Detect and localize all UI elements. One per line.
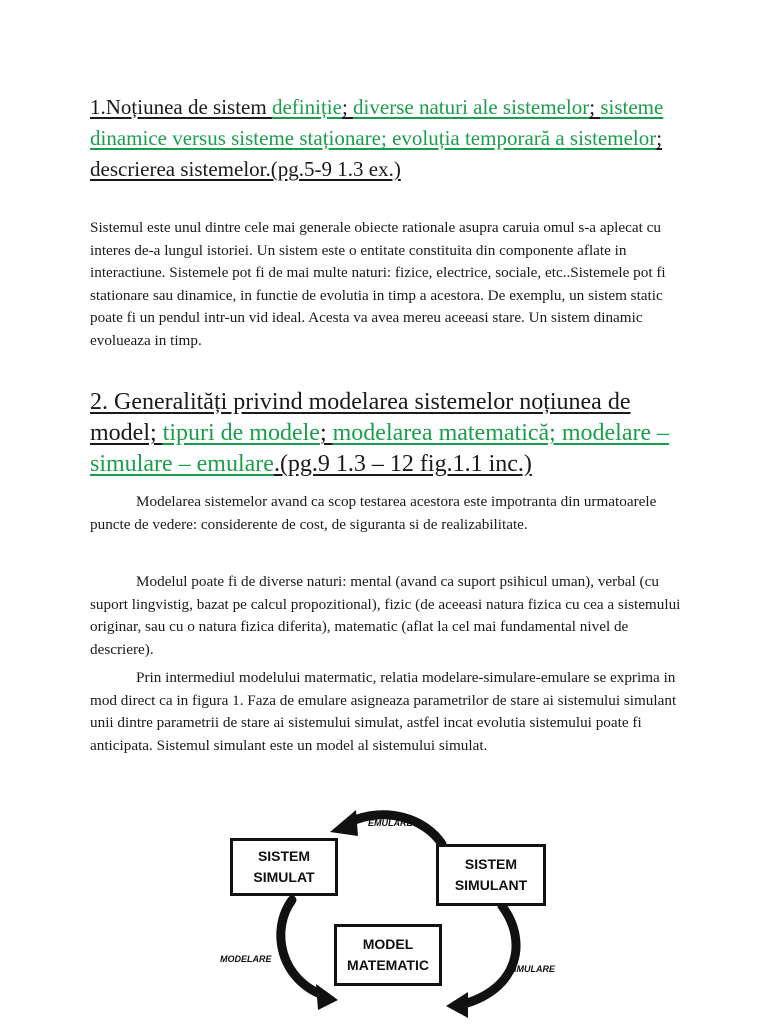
- section-1-heading: [90, 92, 690, 185]
- label-simulare: SIMULARE: [508, 964, 555, 974]
- heading-link-definitie[interactable]: definiție: [271, 95, 342, 119]
- diagram-arrows: [210, 800, 560, 1024]
- heading-segment: 1.Noțiunea de sistem: [90, 95, 272, 119]
- box-model-line1: MODEL: [362, 936, 414, 952]
- box-simulat-line1: SISTEM: [257, 848, 311, 864]
- box-sistem-simulat: [230, 838, 338, 896]
- heading-segment: ;: [589, 95, 601, 119]
- section-2-paragraph-1: Modelarea sistemelor avand ca scop testarea acestora este impotranta din urmatoarele puncte de vedere: considerente de cost, de siguranta si de realizabilitate.: [90, 493, 657, 533]
- section-2-paragraph-2: Modelul poate fi de diverse naturi: mental (avand ca suport psihicul uman), verbal (cu suport lingvistig, bazat pe calcul propozitional), fizic (de aceeasi natura fizica cu cea a sistemului originar, sau cu o natura fizica diferita), matematic (aflat la cel mai fundamental nivel de descriere).: [90, 573, 681, 658]
- modelare-arrow: [281, 900, 325, 996]
- label-emulare: EMULARE: [368, 818, 413, 828]
- heading-link-modelarea[interactable]: modelarea matematică; modelare – simulare – emulare: [90, 420, 670, 477]
- heading-link-tipuri[interactable]: tipuri de modele: [162, 420, 320, 446]
- label-modelare: MODELARE: [220, 954, 272, 964]
- modelare-simulare-emulare-diagram: [210, 800, 560, 1024]
- heading-link-dinamice[interactable]: sisteme dinamice versus sisteme staționare; evoluția temporară a sistemelor: [90, 95, 664, 150]
- emulare-arrowhead: [330, 810, 358, 836]
- simulare-arrowhead: [446, 992, 468, 1018]
- simulare-arrow: [460, 906, 516, 1005]
- heading-segment: .(pg.9 1.3 – 12 fig.1.1 inc.): [273, 451, 532, 477]
- box-sistem-simulant: [436, 844, 546, 906]
- box-simulat-line2: SIMULAT: [253, 869, 315, 885]
- modelare-arrowhead: [316, 984, 338, 1010]
- section-2-paragraph-3: Prin intermediul modelului matermatic, relatia modelare-simulare-emulare se exprima in mod direct ca in figura 1. Faza de emulare asigneaza parametrilor de stare ai sistemului simulant unii dintre parametrii de stare ai sistemului simulat, astfel incat evolutia sistemului poate fi anticipata. Sistemul simulant este un model al sistemului simulat.: [90, 669, 677, 754]
- heading-segment: 2. Generalități privind modelarea sistemelor noțiunea de model;: [90, 389, 631, 446]
- heading-segment: ;: [319, 420, 333, 446]
- heading-segment: ; descrierea sistemelor.(pg.5-9 1.3 ex.): [90, 126, 663, 181]
- box-simulant-line1: SISTEM: [464, 856, 518, 872]
- heading-segment: ;: [341, 95, 354, 119]
- box-model-matematic: [334, 924, 442, 986]
- section-1-paragraph: Sistemul este unul dintre cele mai generale obiecte rationale asupra caruia omul s-a aplecat cu interes de-a lungul istoriei. Un sistem este o entitate constituita din componente aflate in interactiune. Sistemele pot fi de mai multe naturi: fizice, electrice, sociale, etc..Sistemele pot fi stationare sau dinamice, in functie de evolutia in timp a acestora. De exemplu, un sistem static poate fi un pendul intr-un vid ideal. Acesta va avea mereu aceeasi stare. Un sistem dinamic evolueaza in timp.: [90, 219, 666, 349]
- box-model-line2: MATEMATIC: [347, 957, 429, 973]
- heading-link-naturi[interactable]: diverse naturi ale sistemelor: [353, 95, 590, 119]
- box-simulant-line2: SIMULANT: [454, 877, 528, 893]
- section-2-heading: [90, 387, 690, 480]
